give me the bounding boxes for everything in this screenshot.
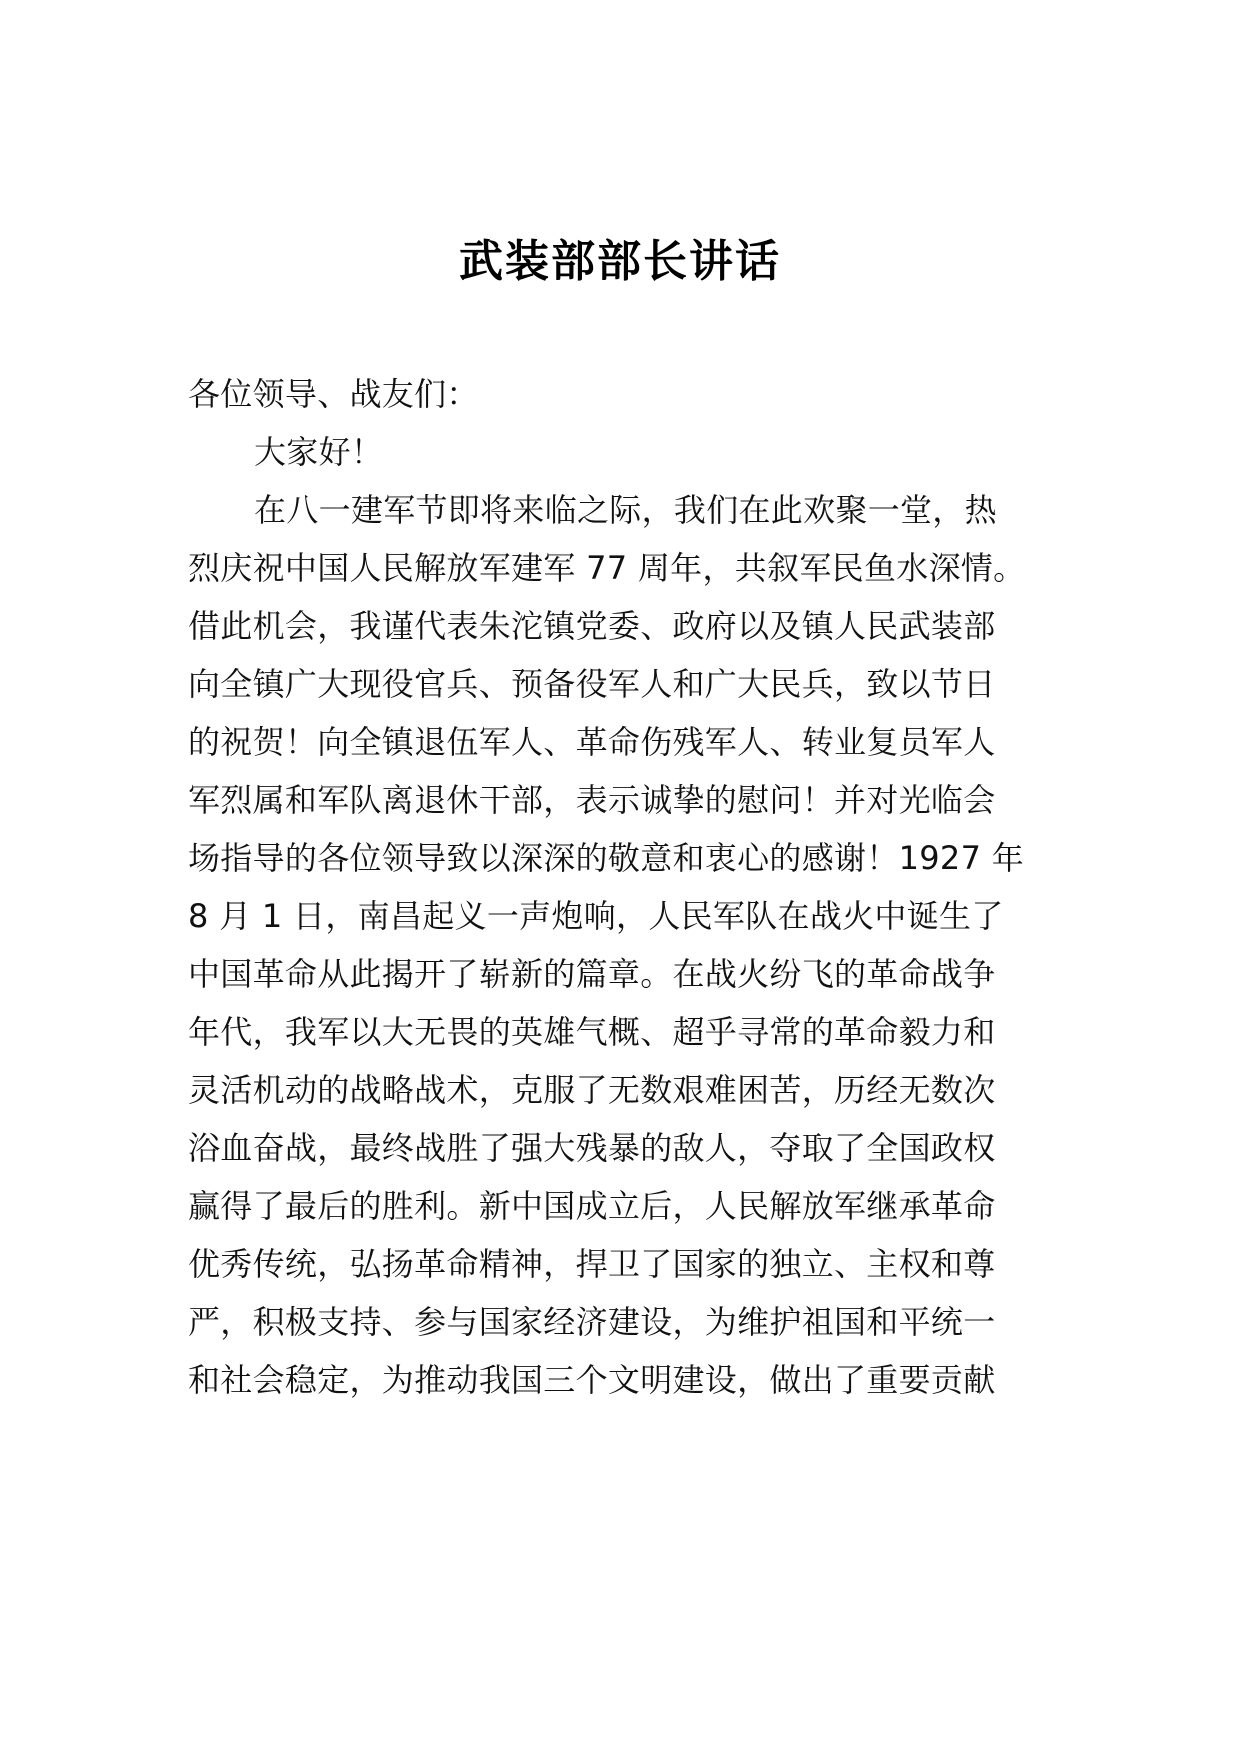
body-line: 借此机会，我谨代表朱沱镇党委、政府以及镇人民武装部 [188,607,996,645]
body-line: 中国革命从此揭开了崭新的篇章。在战火纷飞的革命战争 [188,955,996,993]
body-line: 场指导的各位领导致以深深的敬意和衷心的感谢！1927 年 [188,839,1025,877]
body-line: 向全镇广大现役官兵、预备役军人和广大民兵，致以节日 [188,665,996,703]
body-line: 的祝贺！向全镇退伍军人、革命伤残军人、转业复员军人 [188,723,996,761]
body-line: 和社会稳定，为推动我国三个文明建设，做出了重要贡献 [188,1361,996,1399]
body-line: 年代，我军以大无畏的英雄气概、超乎寻常的革命毅力和 [188,1013,996,1051]
body-line: 在八一建军节即将来临之际，我们在此欢聚一堂，热 [254,491,997,529]
body-line: 灵活机动的战略战术，克服了无数艰难困苦，历经无数次 [188,1071,996,1109]
body-line: 严，积极支持、参与国家经济建设，为维护祖国和平统一 [188,1303,996,1341]
body-line: 8 月 1 日，南昌起义一声炮响，人民军队在战火中诞生了 [188,897,1004,935]
salutation-line: 各位领导、战友们： [188,375,479,413]
document-title: 武装部部长讲话 [459,236,781,287]
body-line: 军烈属和军队离退休干部，表示诚挚的慰问！并对光临会 [188,781,996,819]
greeting-line: 大家好！ [254,433,384,471]
body-line: 浴血奋战，最终战胜了强大残暴的敌人，夺取了全国政权 [188,1129,996,1167]
body-line: 赢得了最后的胜利。新中国成立后，人民解放军继承革命 [188,1187,996,1225]
body-line: 烈庆祝中国人民解放军建军 77 周年，共叙军民鱼水深情。 [188,549,1026,587]
body-line: 优秀传统，弘扬革命精神，捍卫了国家的独立、主权和尊 [188,1245,996,1283]
